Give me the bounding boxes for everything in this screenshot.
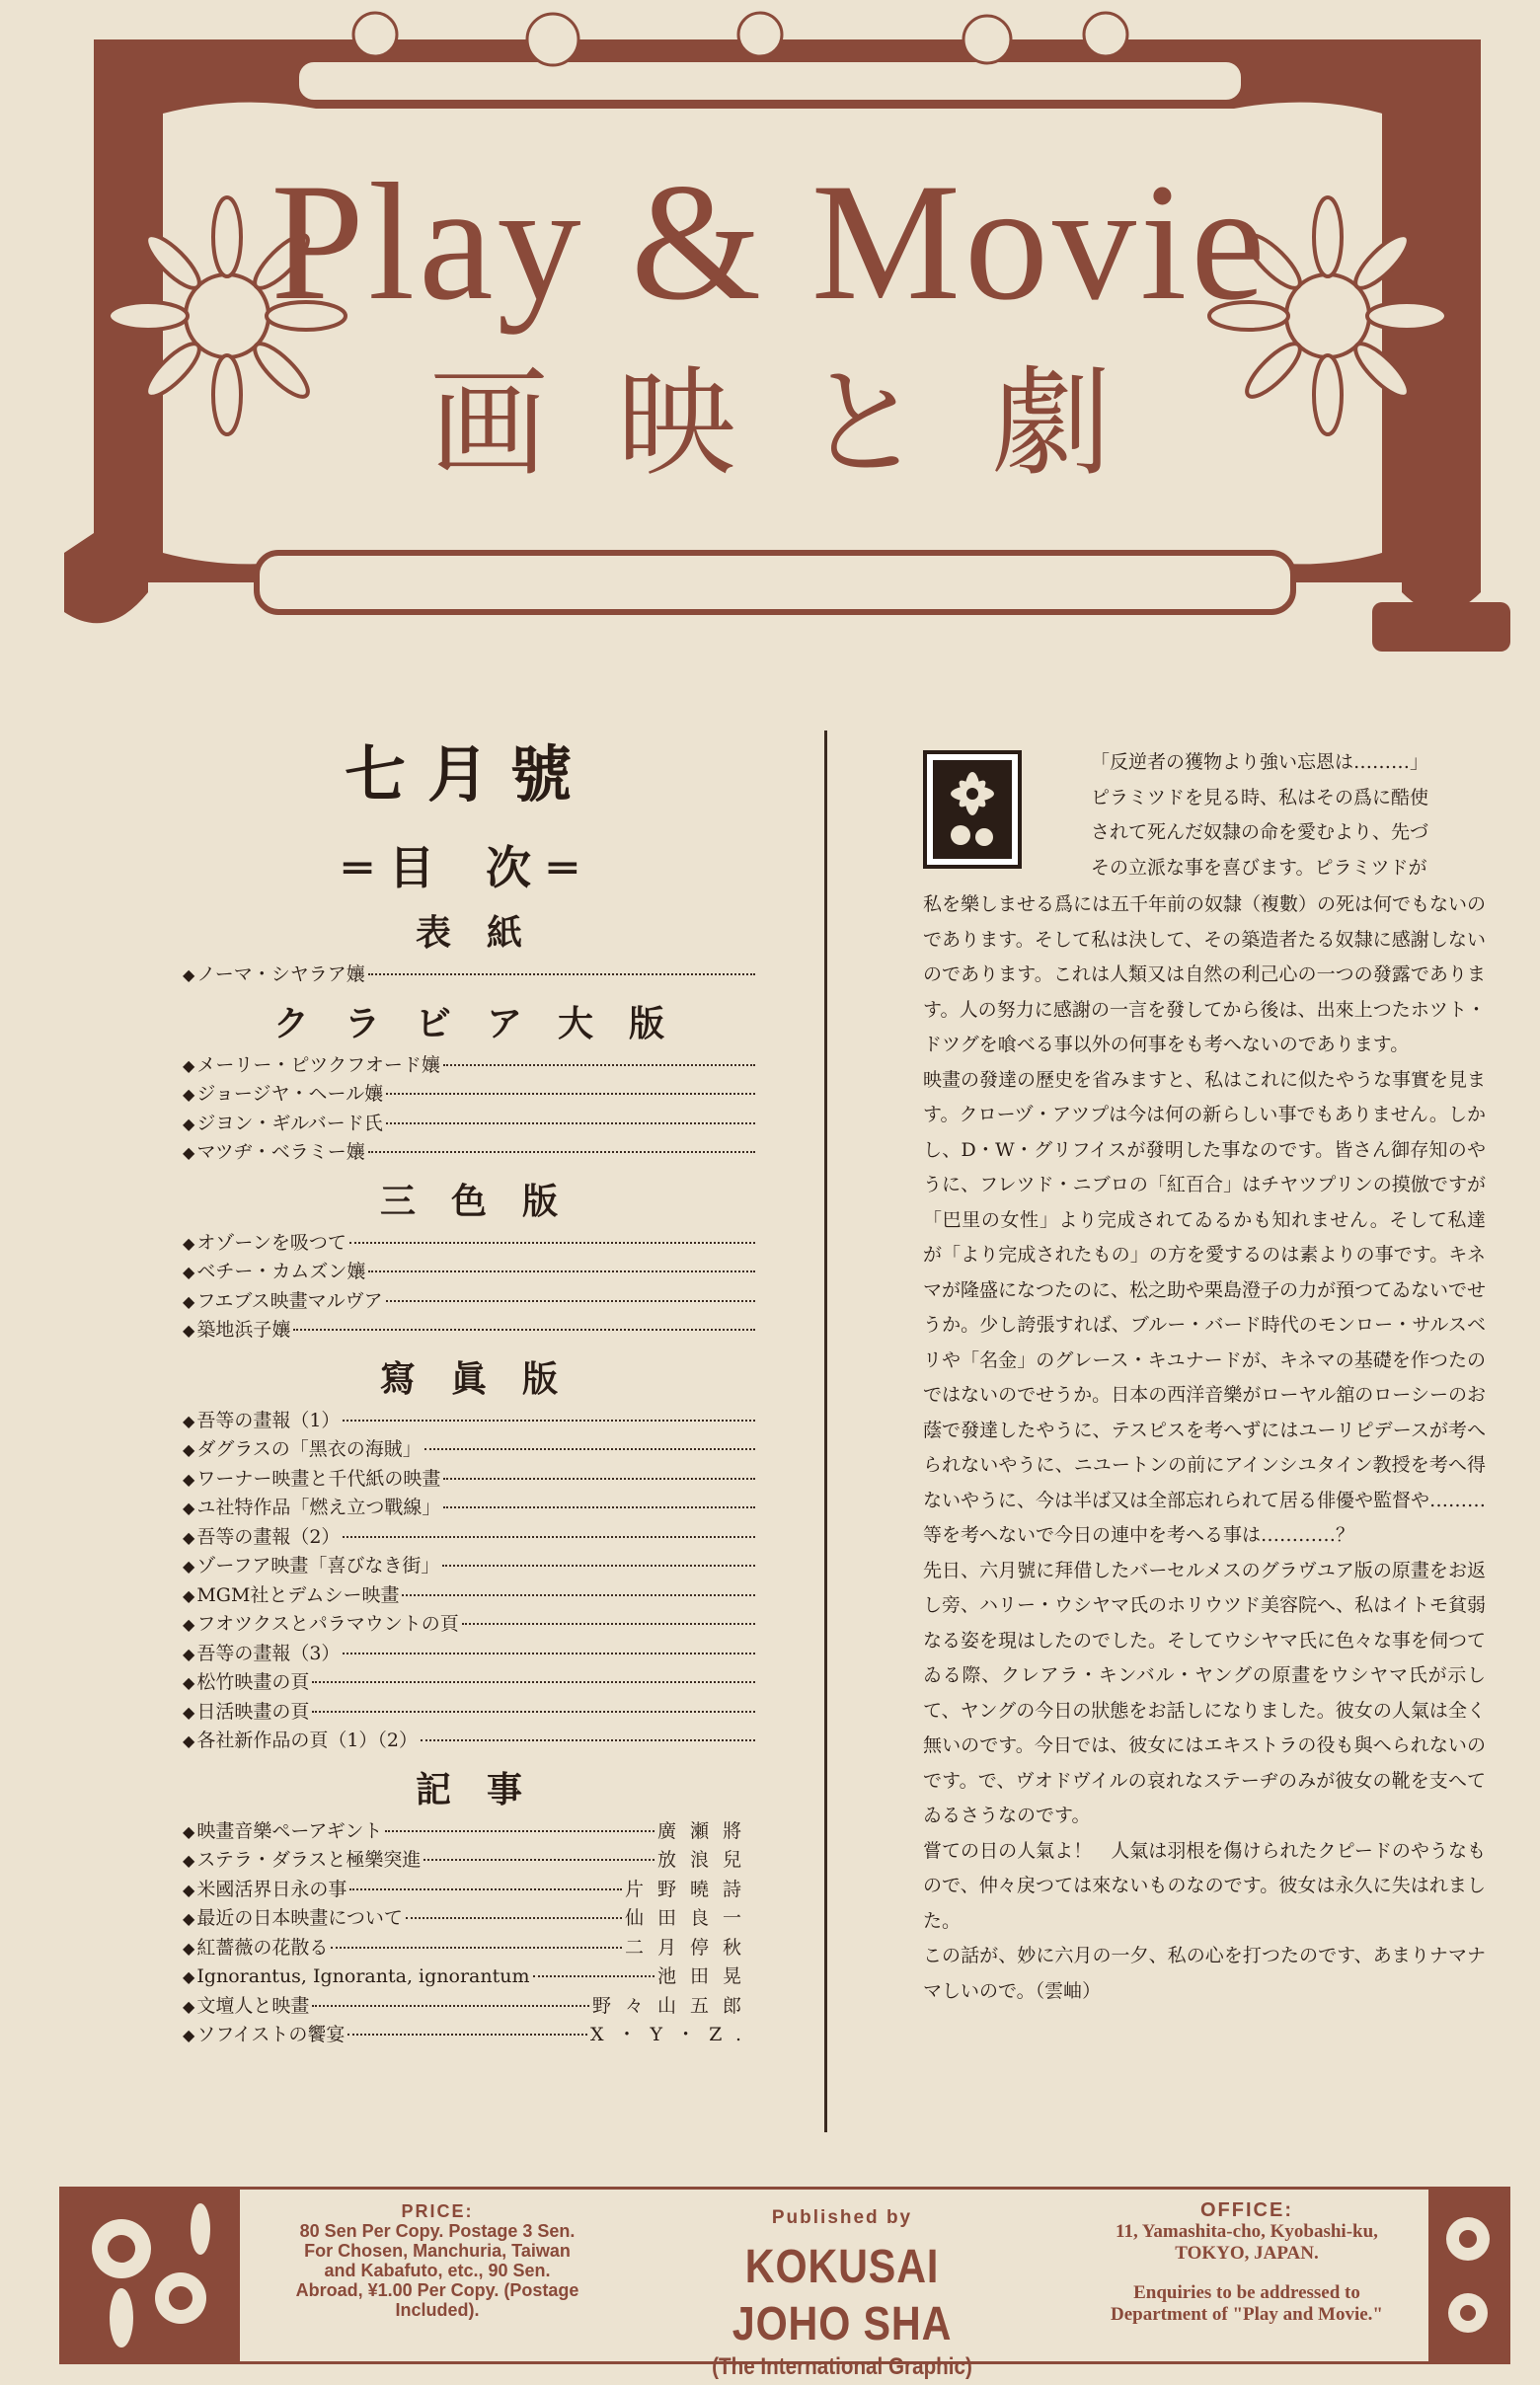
leader-dots [421, 1739, 755, 1741]
essay-paragraph: 先日、六月號に拜借したバーセルメスのグラヴユア版の原畫をお返し旁、ハリー・ウシヤマ氏のホリウツド美容院へ、私はイトモ貧弱なる姿を現はしたのでした。そしてウシヤマ氏に色々な事を伺つてゐる際、クレアラ・キンバル・ヤングの原畫をウシヤマ氏が示して、ヤングの今日の狀態をお話しになりました。彼女の人氣は全く無いのです。今日では、彼女にはエキストラの役も與へられないのです。で、ヴオドヴイルの哀れなステーヂのみが彼女の靴を支へてゐるさうなのです。 [923, 1559, 1487, 1826]
leader-dots [386, 1300, 755, 1302]
toc-entry[interactable] [183, 1494, 755, 1523]
masthead-title-english: Play & Movie [270, 149, 1270, 335]
toc-entry-title: マツヂ・ベラミー孃 [196, 1141, 365, 1163]
toc-section-heading: 寫眞版 [379, 1357, 593, 1400]
leader-dots [424, 1859, 654, 1861]
toc-entry-title: 各社新作品の頁（1）（2） [196, 1730, 418, 1751]
toc-entry-title: 文壇人と映畫 [196, 1994, 310, 2017]
leader-dots [343, 1536, 755, 1538]
toc-entry[interactable] [183, 1610, 755, 1640]
essay-paragraph: この話が、妙に六月の一夕、私の心を打つたのです、あまりナマナマしいので。（雲岫） [923, 1945, 1486, 2002]
toc-entry-title: 最近の日本映畫について [196, 1907, 403, 1929]
masthead-title-japanese: 画映と劇 [429, 355, 1180, 493]
diamond-bullet-icon: ◆ [183, 1967, 195, 1986]
toc-entry-title: ベチー・カムズン孃 [196, 1261, 366, 1282]
office-address-line: 11, Yamashita-cho, Kyobashi-ku, [1116, 2221, 1378, 2242]
toc-entry-title: フエブス映畫マルヴア [196, 1289, 383, 1312]
leader-dots [386, 1122, 755, 1124]
toc-list [183, 1407, 755, 1756]
diamond-bullet-icon: ◆ [183, 1673, 195, 1692]
essay-paragraph: 私を樂しませる爲には五千年前の奴隸（複數）の死は何でもないのであります。そして私は決して、その築造者たる奴隸に感謝しないのであります。これは人類又は自然の利己心の一つの發露であります。人の努力に感謝の一言を發してから後は、出來上つたホツト・ドツグを喰べる事以外の何事をも考へないのであります。 [923, 893, 1487, 1055]
toc-section-heading: クラビア大版 [272, 1002, 700, 1044]
essay-paragraph: 映畫の發達の歷史を省みますと、私はこれに似たやうな事實を見ます。クローヅ・アツプは今は何の新らしい事でもありません。しかし、D・W・グリフイスが發明した事なのです。皆さん御存知のやうに、フレツド・ニブロの「紅百合」はチヤツプリンの摸倣ですが「巴里の女性」より完成されてゐるかも知れません。そして私達が「より完成されたもの」の方を愛するのは素よりの事です。キネマが隆盛になつたのに、松之助や栗島澄子の力が預つてゐないでせうか。少し誇張すれば、ブルー・バード時代のモンロー・サルスベリや「名金」のグレース・キユナードが、キネマの基礎を作つたのではないのでせうか。日本の西洋音樂がローヤル舘のローシーのお蔭で發達したやうに、テスピスを考へずにはユーリピデースが考へられないやうに、ニユートンの前にアインシユタイン教授を考へ得ないやうに、今は半ば又は全部忘れられて居る俳優や監督や………等を考へないで今日の連中を考へる事は…………？ [923, 1068, 1487, 1546]
leader-dots [443, 1064, 755, 1066]
office-address-line: TOKYO, JAPAN. [1175, 2243, 1319, 2264]
toc-entry[interactable] [183, 1552, 755, 1581]
leader-dots [386, 1093, 755, 1095]
diamond-bullet-icon: ◆ [183, 1143, 195, 1162]
toc-entry-title: 築地浜子孃 [196, 1319, 291, 1341]
toc-entry[interactable] [183, 1051, 755, 1081]
toc-list [183, 1817, 755, 2050]
diamond-bullet-icon: ◆ [183, 1411, 195, 1430]
price-label: PRICE: [401, 2201, 474, 2221]
colophon-footer [59, 2187, 1510, 2380]
diamond-bullet-icon: ◆ [183, 2026, 195, 2044]
toc-entry-title: MGM社とデムシー映畫 [196, 1583, 400, 1606]
toc-entry-title: ジヨン・ギルバード氏 [196, 1112, 383, 1134]
toc-entry-title: ダグラスの「黑衣の海賊」 [196, 1438, 422, 1460]
diamond-bullet-icon: ◆ [183, 1702, 195, 1722]
published-by-label: Published by [771, 2207, 913, 2228]
leader-dots [402, 1594, 755, 1596]
toc-section-heading: 表紙 [415, 912, 558, 954]
diamond-bullet-icon: ◆ [183, 965, 195, 984]
toc-entry-title: 米國活界日永の事 [196, 1878, 347, 1900]
toc-entry[interactable] [183, 1817, 755, 1847]
essay-opening-line: ピラミツドを見る時、私はその爲に酷使 [1091, 786, 1429, 808]
floral-banner-frame [0, 0, 1540, 681]
essay-opening-line: その立派な事を喜びます。ピラミツドが [1091, 856, 1427, 879]
table-of-contents [183, 735, 755, 2117]
enquiry-line: Department of "Play and Movie." [1111, 2304, 1383, 2325]
toc-entry[interactable] [183, 1465, 755, 1495]
essay-opening [1091, 745, 1486, 885]
editorial-essay [923, 745, 1486, 2117]
toc-entry-author: 池田晃 [656, 1965, 755, 1987]
toc-entry-title: 吾等の畫報（2） [196, 1525, 341, 1548]
toc-entry-title: 日活映畫の頁 [196, 1700, 310, 1723]
diamond-bullet-icon: ◆ [183, 1321, 195, 1340]
toc-entry-author: 片野曉詩 [624, 1878, 755, 1900]
toc-entry-title: 映畫音樂ペーアギント [196, 1819, 383, 1842]
toc-heading: ═目 次═ [344, 841, 594, 894]
toc-entry-title: 紅薔薇の花散る [196, 1936, 329, 1959]
toc-entry-title: Ignorantus, Ignoranta, ignorantum [196, 1965, 530, 1987]
toc-entry[interactable] [183, 1962, 755, 1992]
toc-entry[interactable] [183, 1316, 755, 1346]
issue-title: 七月號 [344, 738, 593, 810]
toc-entry-title: ステラ・ダラスと極樂突進 [196, 1849, 422, 1871]
leader-dots [312, 1681, 755, 1683]
toc-entry[interactable] [183, 1846, 755, 1876]
toc-entry[interactable] [183, 1668, 755, 1698]
toc-entry[interactable] [183, 1435, 755, 1465]
essay-opening-line: 「反逆者の獲物より強い忘恩は………」 [1091, 751, 1429, 773]
diamond-bullet-icon: ◆ [183, 1085, 195, 1104]
essay-paragraph: 嘗ての日の人氣よ！ 人氣は羽根を傷けられたクピードのやうなもので、仲々戾つては來ないものなのです。彼女は永久に失はれました。 [923, 1839, 1486, 1932]
toc-section-heading: 記事 [415, 1768, 558, 1810]
toc-entry-title: ソフイストの饗宴 [196, 2024, 346, 2045]
toc-entry-title: ワーナー映畫と千代紙の映畫 [196, 1467, 441, 1490]
diamond-bullet-icon: ◆ [183, 1644, 195, 1663]
toc-entry[interactable] [183, 961, 755, 990]
right-floral-ornament-icon [1428, 2190, 1507, 2361]
diamond-bullet-icon: ◆ [183, 1055, 195, 1075]
leader-dots [312, 2005, 589, 2007]
leader-dots [343, 1653, 755, 1654]
toc-entry[interactable] [183, 1934, 755, 1963]
toc-entry[interactable] [183, 1992, 755, 2022]
diamond-bullet-icon: ◆ [183, 1851, 195, 1870]
toc-entry[interactable] [183, 1138, 755, 1168]
office-info [1069, 2199, 1424, 2326]
publisher-name: KOKUSAI JOHO SHA [732, 2241, 953, 2350]
publisher-subtitle: (The International Graphic) [712, 2353, 972, 2380]
diamond-bullet-icon: ◆ [183, 1909, 195, 1928]
toc-list [183, 1229, 755, 1346]
toc-entry[interactable] [183, 1640, 755, 1669]
diamond-bullet-icon: ◆ [183, 1499, 195, 1517]
leader-dots [349, 1242, 755, 1244]
diamond-bullet-icon: ◆ [183, 1731, 195, 1750]
leader-dots [443, 1478, 755, 1480]
leader-dots [442, 1565, 755, 1567]
publisher-info [654, 2207, 1030, 2381]
toc-entry-title: フオツクスとパラマウントの頁 [196, 1613, 459, 1635]
toc-entry-author: 仙田良一 [624, 1907, 755, 1929]
diamond-bullet-icon: ◆ [183, 1557, 195, 1576]
diamond-bullet-icon: ◆ [183, 1440, 195, 1459]
left-floral-ornament-icon [62, 2190, 240, 2361]
toc-entry[interactable] [183, 1581, 755, 1611]
flower-ornament-icon [923, 750, 1022, 869]
toc-entry-title: メーリー・ピツクフオード孃 [196, 1053, 440, 1076]
column-divider [824, 731, 827, 2132]
leader-dots [385, 1830, 654, 1832]
toc-entry-title: ジョージヤ・ヘール孃 [196, 1083, 384, 1105]
toc-entry-title: ゾーフア映畫「喜びなき街」 [196, 1555, 440, 1577]
toc-entry-title: 松竹映畫の頁 [196, 1671, 310, 1693]
leader-dots [406, 1917, 622, 1919]
toc-entry-title: ノーマ・シヤラア孃 [196, 963, 365, 985]
toc-entry[interactable] [183, 1080, 755, 1110]
diamond-bullet-icon: ◆ [183, 1291, 195, 1311]
diamond-bullet-icon: ◆ [183, 1880, 195, 1899]
leader-dots [331, 1947, 622, 1949]
enquiry-line: Enquiries to be addressed to [1133, 2282, 1360, 2303]
price-info [245, 2201, 630, 2320]
diamond-bullet-icon: ◆ [183, 1996, 195, 2016]
toc-entry[interactable] [183, 1229, 755, 1259]
leader-dots [368, 1270, 755, 1272]
price-line: Abroad, ¥1.00 Per Copy. (Postage [295, 2280, 579, 2300]
toc-entry[interactable] [183, 1523, 755, 1553]
toc-entry[interactable] [183, 1876, 755, 1905]
leader-dots [443, 1506, 755, 1508]
toc-entry-author: X・Y・Z. [590, 2024, 755, 2045]
toc-entry-title: オゾーンを吸つて [196, 1231, 346, 1254]
toc-entry-author: 野々山五郎 [591, 1994, 755, 2017]
toc-entry-title: 吾等の畫報（1） [196, 1409, 341, 1431]
toc-entry-author: 二月停秋 [624, 1936, 755, 1959]
toc-entry[interactable] [183, 1258, 755, 1287]
leader-dots [343, 1420, 755, 1422]
office-label: OFFICE: [1200, 2199, 1293, 2221]
price-line: Included). [395, 2300, 480, 2320]
toc-entry[interactable] [183, 1287, 755, 1317]
toc-list [183, 1051, 755, 1168]
price-line: 80 Sen Per Copy. Postage 3 Sen. [299, 2221, 576, 2241]
leader-dots [424, 1448, 755, 1450]
diamond-bullet-icon: ◆ [183, 1527, 195, 1547]
diamond-bullet-icon: ◆ [183, 1114, 195, 1133]
toc-entry-title: 吾等の畫報（3） [196, 1642, 341, 1664]
toc-list [183, 961, 755, 990]
price-line: and Kabafuto, etc., 90 Sen. [324, 2261, 551, 2280]
toc-section-heading: 三色版 [379, 1180, 593, 1222]
toc-entry-title: ユ社特作品「燃え立つ戰線」 [196, 1497, 441, 1518]
leader-dots [349, 1888, 622, 1890]
masthead [0, 0, 1540, 681]
toc-entry[interactable] [183, 1904, 755, 1934]
essay-body [923, 887, 1486, 2009]
diamond-bullet-icon: ◆ [183, 1263, 195, 1281]
diamond-bullet-icon: ◆ [183, 1585, 195, 1605]
toc-entry-author: 放浪兒 [656, 1849, 755, 1871]
toc-entry[interactable] [183, 1698, 755, 1728]
leader-dots [368, 1151, 755, 1153]
diamond-bullet-icon: ◆ [183, 1615, 195, 1634]
leader-dots [293, 1329, 755, 1331]
toc-entry-author: 廣瀬將 [656, 1819, 755, 1842]
price-line: For Chosen, Manchuria, Taiwan [304, 2241, 571, 2261]
toc-entry[interactable] [183, 1727, 755, 1756]
toc-entry[interactable] [183, 1110, 755, 1139]
toc-entry[interactable] [183, 2021, 755, 2050]
toc-entry[interactable] [183, 1407, 755, 1436]
leader-dots [347, 2034, 587, 2036]
leader-dots [312, 1711, 755, 1713]
diamond-bullet-icon: ◆ [183, 1821, 195, 1841]
leader-dots [368, 973, 755, 975]
leader-dots [462, 1623, 755, 1625]
diamond-bullet-icon: ◆ [183, 1469, 195, 1489]
essay-opening-line: されて死んだ奴隸の命を愛むより、先づ [1091, 821, 1429, 843]
diamond-bullet-icon: ◆ [183, 1938, 195, 1958]
diamond-bullet-icon: ◆ [183, 1233, 195, 1253]
leader-dots [533, 1975, 654, 1977]
